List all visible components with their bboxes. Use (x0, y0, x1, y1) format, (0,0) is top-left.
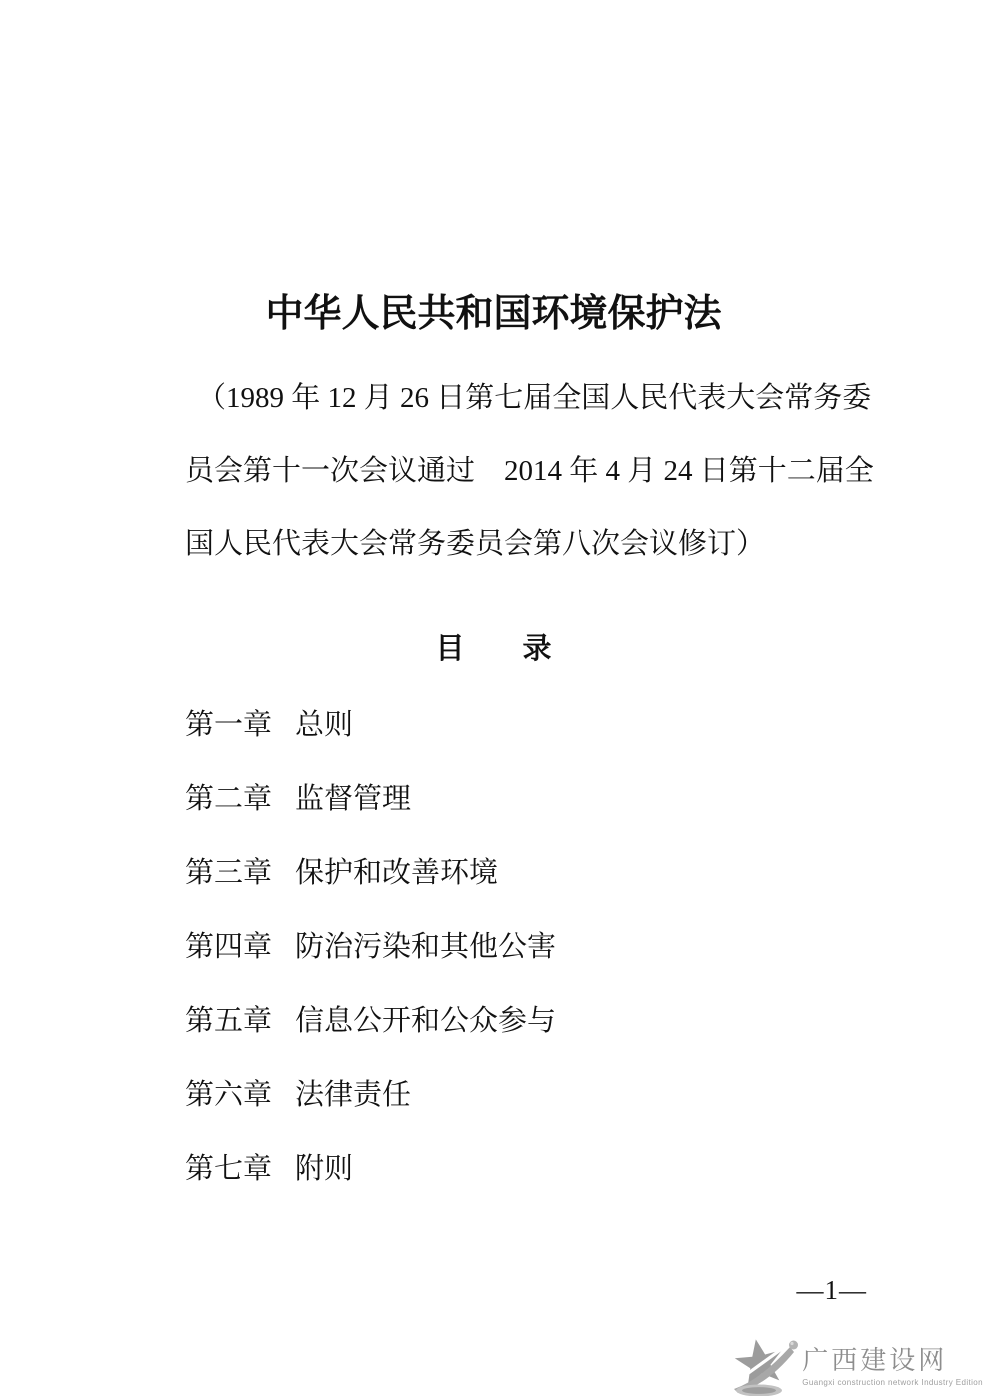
toc-list (185, 688, 556, 1206)
toc-chapter-number: 第二章 (185, 783, 273, 815)
watermark-site-name: 广西建设网 (802, 1346, 948, 1375)
toc-item-chapter-3 (185, 836, 556, 910)
toc-chapter-number: 第五章 (185, 1005, 273, 1037)
toc-item-chapter-6 (185, 1058, 556, 1132)
preamble-line: 员会第十一次会议通过 2014 年 4 月 24 日第十二届全 (185, 455, 874, 487)
page-number: —1— (796, 1275, 867, 1305)
toc-chapter-number: 第七章 (185, 1153, 273, 1185)
preamble-line: 国人民代表大会常务委员会第八次会议修订） (185, 528, 766, 560)
watermark-site-subtitle: Guangxi construction network Industry Edition (802, 1378, 983, 1387)
toc-item-chapter-2 (185, 762, 556, 836)
toc-chapter-number: 第三章 (185, 857, 273, 889)
toc-chapter-title: 防治污染和其他公害 (295, 931, 557, 963)
star-logo-icon (730, 1336, 800, 1396)
toc-item-chapter-4 (185, 910, 556, 984)
toc-heading: 目 录 (435, 633, 552, 665)
toc-chapter-title: 总则 (295, 709, 354, 741)
toc-chapter-title: 法律责任 (295, 1079, 412, 1111)
watermark-text-block (802, 1336, 983, 1388)
toc-item-chapter-1 (185, 688, 556, 762)
toc-chapter-title: 信息公开和公众参与 (295, 1005, 557, 1037)
toc-chapter-title: 附则 (295, 1153, 354, 1185)
page-title: 中华人民共和国环境保护法 (265, 293, 722, 336)
preamble-paragraph (185, 362, 874, 581)
toc-item-chapter-7 (185, 1132, 556, 1206)
toc-chapter-number: 第六章 (185, 1079, 273, 1111)
toc-chapter-title: 保护和改善环境 (295, 857, 499, 889)
toc-chapter-number: 第四章 (185, 931, 273, 963)
toc-chapter-number: 第一章 (185, 709, 273, 741)
preamble-line: （1989 年 12 月 26 日第七届全国人民代表大会常务委 (197, 382, 872, 414)
toc-item-chapter-5 (185, 984, 556, 1058)
site-watermark (730, 1336, 983, 1396)
toc-chapter-title: 监督管理 (295, 783, 412, 815)
